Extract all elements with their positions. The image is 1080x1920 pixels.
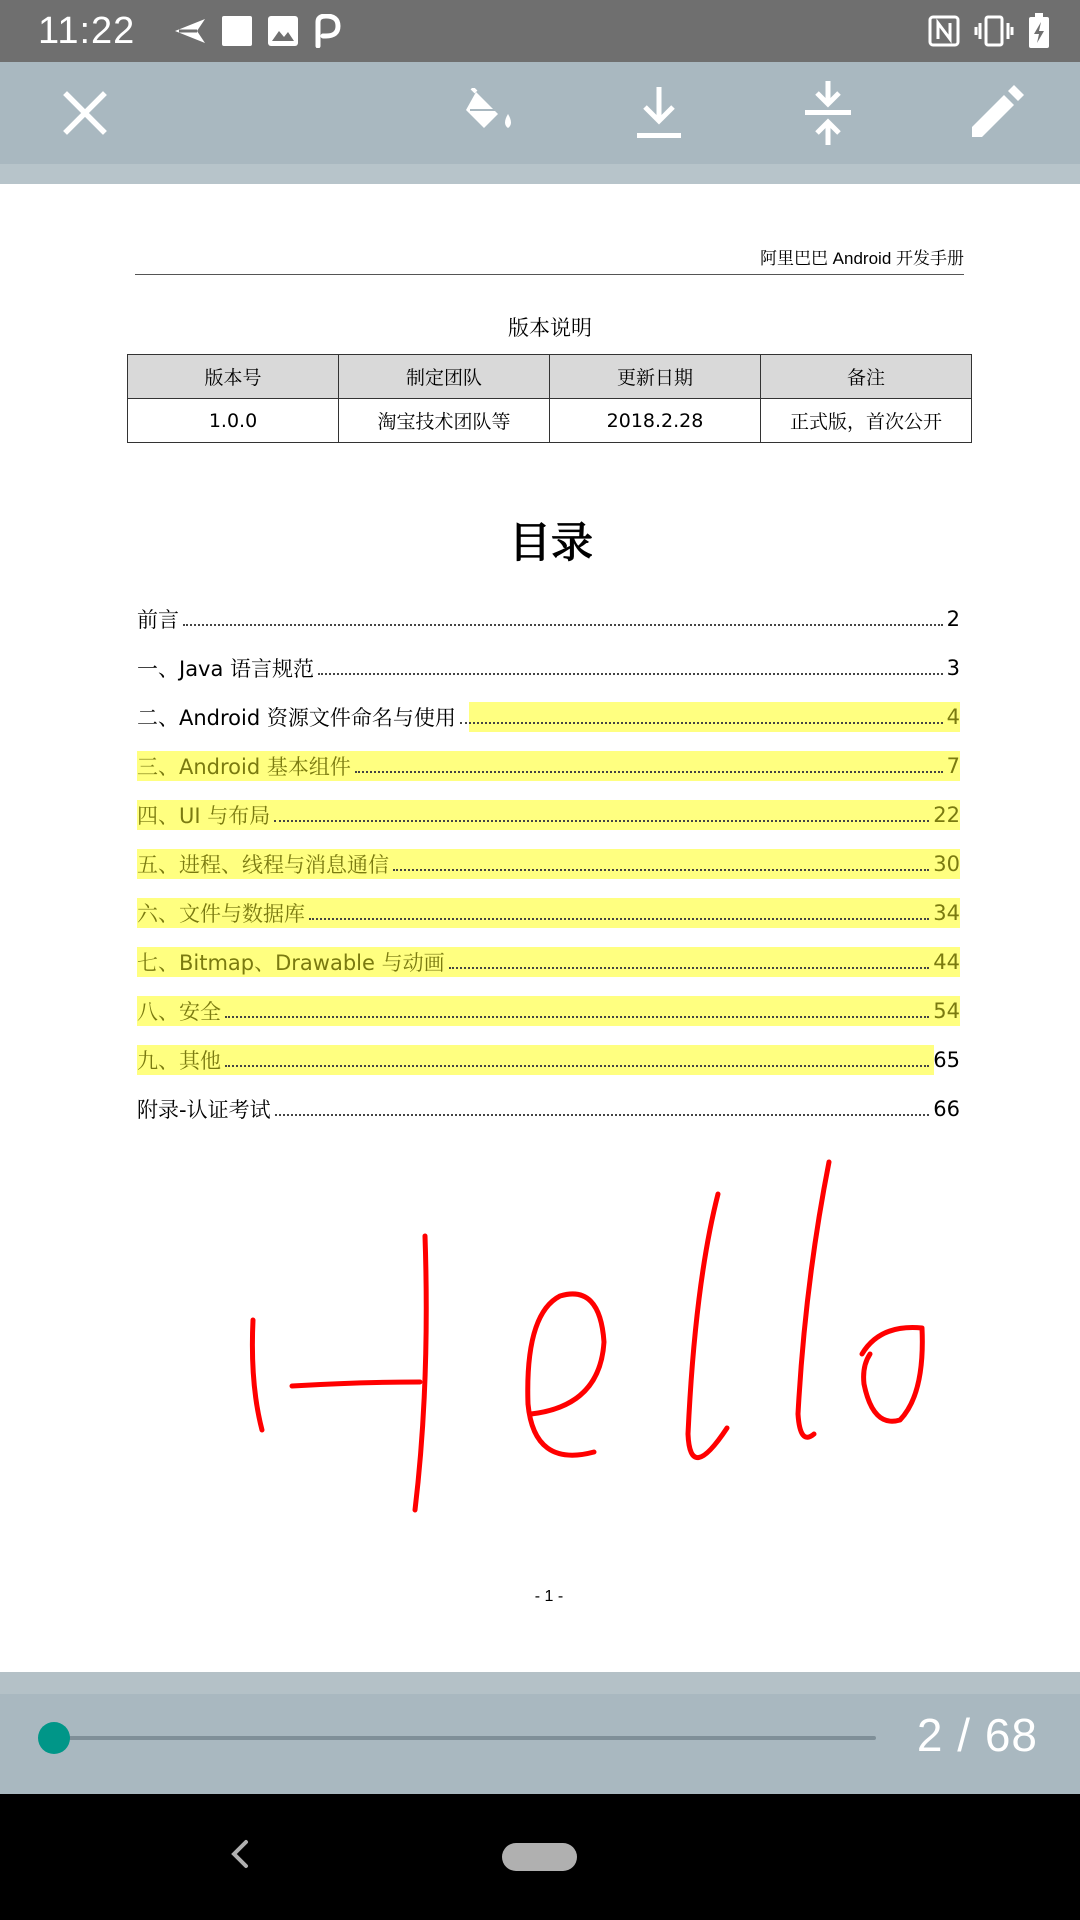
toc-item-label: 四、UI 与布局 (137, 803, 271, 828)
toc-item-label: 九、其他 (137, 1048, 221, 1073)
toc-leader (449, 967, 930, 969)
seek-bar-divider (0, 1672, 1080, 1694)
ink-stroke (415, 1236, 426, 1510)
ink-stroke (688, 1194, 727, 1458)
table-cell: 1.0.0 (128, 399, 339, 443)
page-footer-number: - 1 - (534, 1588, 564, 1605)
edit-button[interactable] (941, 62, 1051, 164)
toc-item[interactable] (137, 888, 960, 937)
toc-title: 目录 (508, 518, 593, 567)
toolbar-divider (0, 164, 1080, 184)
toc-item-label: 前言 (137, 607, 179, 632)
paint-bucket-icon (462, 88, 522, 138)
toc-item-page: 4 (946, 704, 960, 729)
toc-item[interactable] (137, 790, 960, 839)
status-bar (0, 0, 1080, 62)
home-pill[interactable] (502, 1843, 577, 1871)
image-icon (267, 15, 299, 47)
toc-item-page: 30 (933, 851, 960, 876)
page-seek-thumb[interactable] (38, 1722, 70, 1754)
highlight-annotation (469, 702, 960, 732)
toc-item-page: 2 (946, 606, 960, 631)
toc-leader (183, 624, 943, 626)
toc-item[interactable] (137, 594, 960, 643)
version-table-header (128, 355, 972, 399)
toc-item-page: 22 (933, 802, 960, 827)
toc-item-page: 54 (933, 998, 960, 1023)
document-page[interactable] (0, 184, 1080, 1672)
ink-stroke (528, 1294, 604, 1455)
toc-item[interactable] (137, 741, 960, 790)
battery-charging-icon (1028, 13, 1050, 49)
close-button[interactable] (30, 62, 140, 164)
download-button[interactable] (604, 62, 714, 164)
version-title: 版本说明 (508, 316, 592, 340)
p-icon (313, 14, 341, 48)
toc-item-label: 八、安全 (137, 999, 221, 1024)
toc-leader (274, 820, 929, 822)
toc-leader (460, 722, 943, 724)
close-icon (63, 91, 107, 135)
nfc-icon (928, 15, 960, 47)
table-cell: 淘宝技术团队等 (339, 399, 550, 443)
ink-stroke (252, 1320, 262, 1430)
fill-color-button[interactable] (437, 62, 547, 164)
table-header-cell: 更新日期 (550, 355, 761, 399)
toc-item-label: 六、文件与数据库 (137, 901, 305, 926)
toc-item-page: 3 (946, 655, 960, 680)
table-of-contents (137, 594, 960, 1133)
toc-item-page: 34 (933, 900, 960, 925)
ink-stroke (292, 1382, 420, 1386)
ink-stroke (798, 1162, 829, 1437)
status-icons-left (159, 14, 341, 48)
vibrate-icon (974, 15, 1014, 47)
toc-item[interactable] (137, 643, 960, 692)
toc-item[interactable] (137, 692, 960, 741)
download-icon (634, 85, 684, 141)
version-table (127, 354, 972, 443)
toc-item-label: 一、Java 语言规范 (137, 656, 315, 681)
pencil-icon (968, 85, 1024, 141)
toc-item-page: 7 (946, 753, 960, 778)
toc-leader (225, 1065, 929, 1067)
table-cell: 2018.2.28 (550, 399, 761, 443)
send-icon (173, 16, 207, 46)
back-button[interactable] (210, 1824, 270, 1884)
compress-icon (803, 81, 853, 145)
toc-leader (355, 771, 943, 773)
table-cell: 正式版，首次公开 (761, 399, 972, 443)
table-header-cell: 备注 (761, 355, 972, 399)
toc-item-label: 附录-认证考试 (137, 1097, 271, 1122)
toc-item-label: 五、进程、线程与消息通信 (137, 852, 389, 877)
ink-stroke (862, 1328, 922, 1422)
toc-leader (309, 918, 929, 920)
document-header: 阿里巴巴 Android 开发手册 (135, 244, 964, 275)
toc-item-label: 七、Bitmap、Drawable 与动画 (137, 950, 445, 975)
highlight-annotation (137, 996, 960, 1026)
toc-item[interactable] (137, 986, 960, 1035)
toc-item-page: 66 (933, 1096, 960, 1121)
toc-item[interactable] (137, 839, 960, 888)
toc-leader (225, 1016, 929, 1018)
toc-item[interactable] (137, 1035, 960, 1084)
navigation-bar (0, 1794, 1080, 1920)
toc-leader (275, 1114, 930, 1116)
status-icons-right (914, 0, 1050, 62)
page-indicator: 2 / 68 (916, 1709, 1038, 1761)
back-icon (228, 1838, 252, 1870)
table-row (128, 399, 972, 443)
square-icon (221, 15, 253, 47)
toolbar (0, 62, 1080, 164)
status-time: 11:22 (38, 9, 136, 52)
table-header-cell: 制定团队 (339, 355, 550, 399)
toc-leader (393, 869, 929, 871)
compress-button[interactable] (773, 62, 883, 164)
toc-item[interactable] (137, 937, 960, 986)
toc-item-label: 三、Android 基本组件 (137, 754, 351, 779)
highlight-annotation (137, 1045, 934, 1075)
page-seek-track[interactable] (54, 1736, 876, 1740)
toc-item-page: 44 (933, 949, 960, 974)
table-header-cell: 版本号 (128, 355, 339, 399)
toc-leader (318, 673, 943, 675)
toc-item[interactable] (137, 1084, 960, 1133)
toc-item-page: 65 (933, 1047, 960, 1072)
toc-item-label: 二、Android 资源文件命名与使用 (137, 705, 456, 730)
